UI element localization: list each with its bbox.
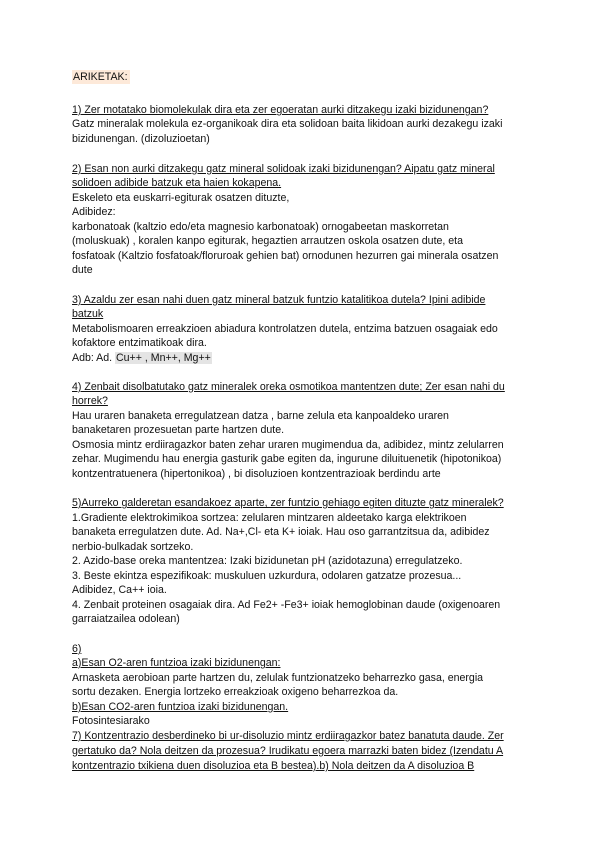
answer-4-line-4: zehar. Mugimendu hau energia gasturik gabe egiten da, ingurune diluituenetik (hipotonikoa) <box>72 453 502 465</box>
question-7-line-3: kontzentrazio txikiena duen disoluzioa eta B bestea).b) Nola deitzen da A disoluzioa B <box>72 760 475 772</box>
answer-5-line-1: 1.Gradiente elektrokimikoa sortzea: zelularen mintzaren aldeetako karga elektrikoen <box>72 512 467 524</box>
answer-1-line-1: Gatz mineralak molekula ez-organikoak dira eta solidoan baita likidoan aurki dezakegu izaki <box>72 118 503 130</box>
title-highlight: ARIKETAK: <box>73 71 128 83</box>
question-5: 5)Aurreko galderetan esandakoez aparte, zer funtzio gehiago egiten dituzte gatz mineralek? <box>72 497 504 509</box>
question-4-line-1: 4) Zenbait disolbatutako gatz mineralek oreka osmotikoa mantentzen dute; Zer esan nahi du <box>72 381 505 393</box>
example-highlight: Cu++ , Mn++, Mg++ <box>116 352 211 364</box>
question-6a: a)Esan O2-aren funtzioa izaki bizidunengan: <box>72 657 281 669</box>
answer-5-line-2: banaketa erregulatzen dute. Ad. Na+,Cl- eta K+ ioiak. Hau oso garrantzitsua da, adibidez <box>72 526 490 538</box>
question-7-line-2: gertatuko da? Nola deitzen da prozesua? Irudikatu egoera marrazki baten bidez (Izendatu A <box>72 745 504 757</box>
question-4-line-2: horrek? <box>72 395 108 407</box>
answer-5-line-4: 2. Azido-base oreka mantentzea: Izaki bizidunetan pH (azidotazuna) erregulatzeko. <box>72 555 463 567</box>
question-3-line-2: batzuk <box>72 308 104 320</box>
answer-4-line-5: kontzentratuenera (hipertonikoa) , bi disoluzioen kontzentrazioak berdindu arte <box>72 468 441 480</box>
question-6-number: 6) <box>72 643 82 655</box>
answer-2-line-6: dute <box>72 264 93 276</box>
answer-3-example <box>72 351 212 366</box>
answer-5-line-8: garraiatzailea odolean) <box>72 613 180 625</box>
answer-4-line-1: Hau uraren banaketa erregulatzean datza , barne zelula eta kanpoaldeko uraren <box>72 410 449 422</box>
document-title <box>72 70 130 85</box>
answer-6a-line-2: sortu dezaken. Energia lortzeko erreakzioak oxigeno beharrezkoa da. <box>72 686 399 698</box>
answer-2-line-1: Eskeleto eta euskarri-egiturak osatzen dituzte, <box>72 192 290 204</box>
answer-2-line-2: Adibidez: <box>72 206 116 218</box>
question-2-line-2: solidoen adibide batzuk eta haien kokapena. <box>72 177 282 189</box>
answer-6a-line-1: Arnasketa aerobioan parte hartzen du, zelulak funtzionatzeko beharrezko gasa, energia <box>72 672 484 684</box>
question-6b: b)Esan CO2-aren funtzioa izaki bizidunengan. <box>72 701 289 713</box>
answer-6b: Fotosintesiarako <box>72 715 150 727</box>
question-1: 1) Zer motatako biomolekulak dira eta zer egoeratan aurki ditzakegu izaki bizidunengan? <box>72 104 489 116</box>
answer-5-line-3: nerbio-bulkadak sortzeko. <box>72 541 194 553</box>
answer-2-line-5: fosfatoak (Kaltzio fosfatoak/floruroak gehien bat) ornodunen hezurren gai minerala osatzen <box>72 250 499 262</box>
question-3-line-1: 3) Azaldu zer esan nahi duen gatz mineral batzuk funtzio katalitikoa dutela? Ipini adibide <box>72 294 486 306</box>
question-2-line-1: 2) Esan non aurki ditzakegu gatz mineral solidoak izaki bizidunengan? Aipatu gatz mineral <box>72 163 495 175</box>
answer-1-line-2: bizidunengan. (dizoluzioetan) <box>72 133 210 145</box>
answer-2-line-3: karbonatoak (kaltzio edo/eta magnesio karbonatoak) ornogabeetan maskorretan <box>72 221 449 233</box>
answer-3-line-2: kofaktore entzimatikoak dira. <box>72 337 207 349</box>
answer-3-line-1: Metabolismoaren erreakzioen abiadura kontrolatzen dutela, entzima batzuen osagaiak edo <box>72 323 498 335</box>
question-7-line-1: 7) Kontzentrazio desberdineko bi ur-disoluzio mintz erdiiragazkor batez banatuta daude. Zer <box>72 730 504 742</box>
answer-4-line-3: Osmosia mintz erdiiragazkor baten zehar uraren mugimendua da, adibidez, mintz zelularren <box>72 439 504 451</box>
answer-5-line-5: 3. Beste ekintza espezifikoak: muskuluen uzkurdura, odolaren gatzatze prozesua... <box>72 570 462 582</box>
answer-2-line-4: (moluskuak) , koralen kanpo egiturak, hegaztien arrautzen oskola osatzen dute, eta <box>72 235 464 247</box>
answer-5-line-6: Adibidez, Ca++ ioia. <box>72 584 167 596</box>
answer-4-line-2: banaketaren prozesuetan parte hartzen dute. <box>72 424 285 436</box>
answer-5-line-7: 4. Zenbait proteinen osagaiak dira. Ad Fe2+ -Fe3+ ioiak hemoglobinan daude (oxigenoaren <box>72 599 501 611</box>
example-prefix: Adb: Ad. <box>72 352 115 364</box>
